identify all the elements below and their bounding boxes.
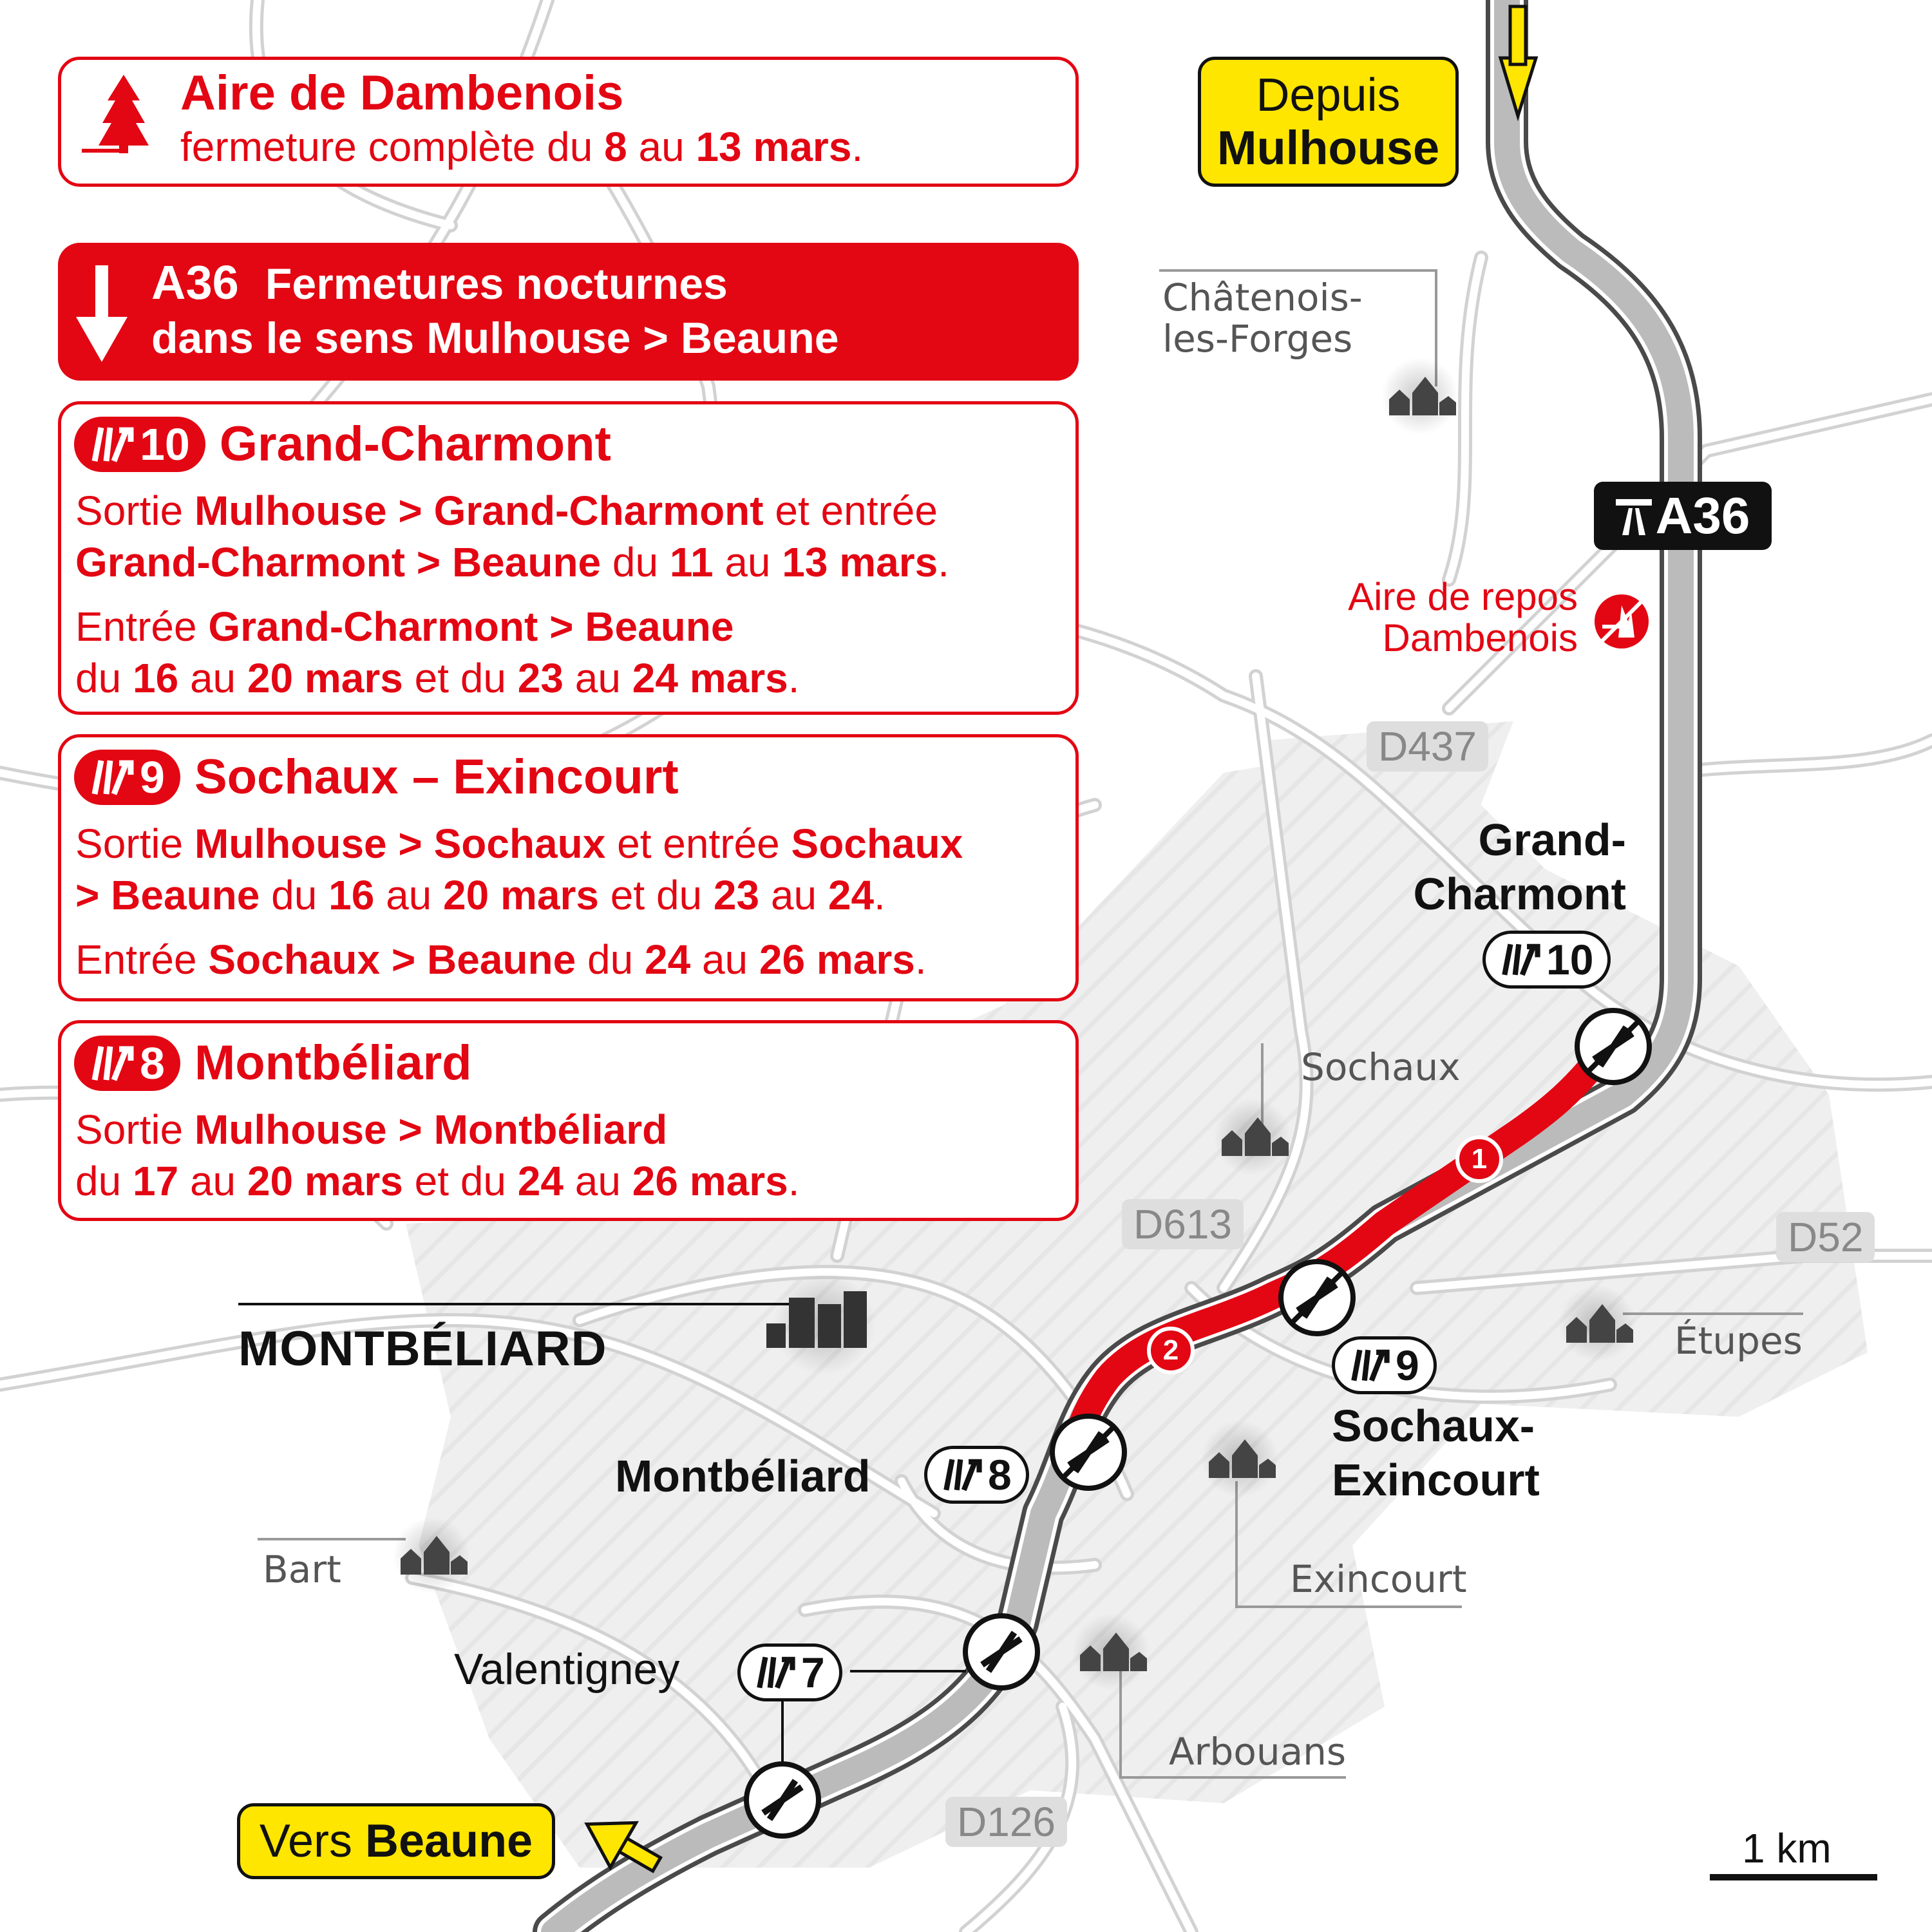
- grand-charmont-label: [1352, 813, 1626, 921]
- text-run: du: [75, 655, 133, 701]
- rest-area-label: [1288, 576, 1578, 659]
- text-run: du: [601, 539, 670, 585]
- from-city: Mulhouse: [1217, 121, 1440, 175]
- exit-icon: [90, 1044, 135, 1083]
- exit-badge-number: 9: [1396, 1341, 1419, 1389]
- aire-to: 13 mars: [696, 124, 852, 170]
- text-bold-run: Sochaux > Beaune: [208, 936, 576, 983]
- road-d126: D126: [945, 1797, 1067, 1847]
- text-run: et du: [402, 655, 518, 701]
- sochaux-exincourt-2: Exincourt: [1332, 1455, 1540, 1505]
- exit-badge-number: 7: [801, 1649, 825, 1696]
- exit-icon: [755, 1654, 796, 1690]
- text-bold-run: 23: [713, 872, 760, 918]
- exit-box-10: [58, 401, 1079, 715]
- text-run: .: [788, 655, 800, 701]
- exit-number: 9: [140, 752, 165, 802]
- exit-badge-9[interactable]: [1332, 1336, 1437, 1394]
- text-bold-run: 26 mars: [632, 1158, 788, 1204]
- text-run: du: [75, 1158, 133, 1204]
- text-bold-run: 23: [517, 655, 564, 701]
- text-run: Entrée: [75, 936, 209, 983]
- aire-notice: [58, 57, 1079, 187]
- aire-from: 8: [604, 124, 627, 170]
- text-bold-run: 20 mars: [247, 655, 403, 701]
- text-run: .: [874, 872, 886, 918]
- exit-p2: [75, 601, 799, 704]
- text-run: au: [374, 872, 444, 918]
- aire-end: .: [851, 124, 864, 170]
- text-bold-run: 20 mars: [247, 1158, 403, 1204]
- exit-title: Montbéliard: [194, 1036, 472, 1090]
- motorway-icon: [1616, 497, 1652, 535]
- place-chatenois-2: les-Forges: [1162, 317, 1353, 361]
- exit-icon: [90, 758, 135, 797]
- exit-badge-10[interactable]: [1482, 931, 1611, 989]
- text-run: et entrée: [605, 820, 791, 867]
- road-d613: D613: [1122, 1199, 1244, 1249]
- text-run: .: [914, 936, 927, 983]
- rest-area-closed-icon: [1595, 594, 1649, 649]
- aire-notice-title: Aire de Dambenois: [180, 66, 624, 120]
- text-run: au: [178, 655, 247, 701]
- grand-charmont-2: Charmont: [1413, 869, 1626, 919]
- text-bold-run: 24 mars: [632, 655, 788, 701]
- exit-title: Grand-Charmont: [219, 417, 611, 471]
- text-run: du: [576, 936, 645, 983]
- exit-pill-8: [74, 1036, 180, 1091]
- text-run: au: [759, 872, 828, 918]
- interchange-10[interactable]: [1577, 1010, 1649, 1083]
- rest-area-label-1: Aire de repos: [1348, 575, 1578, 618]
- text-run: Sortie: [75, 1106, 194, 1153]
- place-chatenois-1: Châtenois-: [1162, 276, 1363, 319]
- scale-label: 1 km: [1742, 1825, 1832, 1871]
- sochaux-exincourt-label: [1332, 1399, 1540, 1507]
- closures-header: [58, 243, 1079, 381]
- exit-title: Sochaux – Exincourt: [194, 750, 679, 804]
- segment-number-1: 1: [1471, 1143, 1488, 1175]
- to-beaune-label: [237, 1803, 555, 1879]
- text-run: Entrée: [75, 603, 209, 650]
- text-bold-run: 16: [328, 872, 375, 918]
- exit-badge-7[interactable]: [737, 1643, 842, 1701]
- aire-mid: au: [638, 124, 685, 170]
- tree-picnic-icon: [82, 71, 166, 155]
- text-bold-run: 24: [828, 872, 875, 918]
- place-exincourt: Exincourt: [1290, 1557, 1467, 1601]
- text-bold-run: 20 mars: [443, 872, 599, 918]
- exit-box-9: [58, 734, 1079, 1001]
- interchange-7[interactable]: [965, 1616, 1037, 1688]
- exit-p1: [75, 485, 949, 588]
- text-run: et entrée: [763, 488, 938, 534]
- valentigney-label: Valentigney: [454, 1645, 680, 1694]
- exit-p2: [75, 934, 927, 985]
- montbeliard-city-label: MONTBÉLIARD: [238, 1321, 607, 1376]
- grand-charmont-1: Grand-: [1478, 815, 1626, 865]
- place-bart: Bart: [263, 1548, 341, 1591]
- from-label: Depuis: [1256, 70, 1401, 121]
- rest-area-label-2: Dambenois: [1382, 616, 1578, 659]
- text-run: .: [938, 539, 950, 585]
- header-road: A36: [151, 256, 239, 309]
- place-sochaux: Sochaux: [1301, 1045, 1461, 1089]
- text-bold-run: 24: [517, 1158, 564, 1204]
- text-run: du: [260, 872, 329, 918]
- text-bold-run: Mulhouse > Sochaux: [194, 820, 606, 867]
- text-bold-run: Grand-Charmont > Beaune: [75, 539, 601, 585]
- exit-badge-8[interactable]: [924, 1446, 1029, 1504]
- text-bold-run: Mulhouse > Grand-Charmont: [194, 488, 764, 534]
- interchange-9[interactable]: [1281, 1262, 1353, 1334]
- text-run: au: [690, 936, 759, 983]
- text-bold-run: Mulhouse > Montbéliard: [194, 1106, 668, 1153]
- exit-badge-number: 10: [1546, 936, 1594, 983]
- to-label: Vers: [259, 1815, 352, 1867]
- text-run: et du: [599, 872, 714, 918]
- place-chatenois: [1162, 277, 1363, 359]
- exit-number: 10: [140, 419, 190, 469]
- text-bold-run: 26 mars: [759, 936, 915, 983]
- arrow-down-icon: [76, 265, 128, 362]
- text-bold-run: 13 mars: [782, 539, 938, 585]
- header-line2: dans le sens Mulhouse > Beaune: [151, 314, 839, 363]
- interchange-6[interactable]: [746, 1764, 819, 1836]
- text-run: au: [563, 1158, 632, 1204]
- text-bold-run: 17: [132, 1158, 179, 1204]
- a36-label: A36: [1655, 487, 1750, 544]
- place-arbouans: Arbouans: [1169, 1730, 1347, 1774]
- text-bold-run: > Beaune: [75, 872, 260, 918]
- exit-p1: [75, 1104, 799, 1207]
- exit-number: 8: [140, 1037, 165, 1088]
- exit-icon: [1500, 942, 1541, 978]
- text-bold-run: Grand-Charmont > Beaune: [208, 603, 734, 650]
- text-run: et du: [402, 1158, 518, 1204]
- road-d52: D52: [1776, 1212, 1875, 1262]
- text-run: au: [713, 539, 782, 585]
- text-bold-run: Sochaux: [791, 820, 963, 867]
- exit-icon: [90, 425, 135, 464]
- exit-badge-number: 8: [988, 1451, 1012, 1499]
- sochaux-exincourt-1: Sochaux-: [1332, 1401, 1535, 1451]
- montbeliard-exit-label: Montbéliard: [615, 1451, 871, 1501]
- place-etupes: Étupes: [1674, 1319, 1803, 1363]
- text-run: au: [563, 655, 632, 701]
- text-run: au: [178, 1158, 247, 1204]
- aire-text-before: fermeture complète du: [180, 124, 593, 170]
- text-bold-run: 24: [644, 936, 691, 983]
- text-bold-run: 16: [132, 655, 179, 701]
- interchange-8[interactable]: [1052, 1416, 1124, 1488]
- text-run: .: [788, 1158, 800, 1204]
- exit-p1: [75, 818, 963, 921]
- a36-shield: [1594, 482, 1772, 550]
- road-d437: D437: [1367, 721, 1488, 772]
- header-line1: Fermetures nocturnes: [265, 260, 728, 308]
- exit-pill-10: [74, 417, 205, 472]
- segment-number-2: 2: [1162, 1334, 1179, 1366]
- exit-icon: [942, 1457, 983, 1493]
- text-bold-run: 11: [669, 539, 714, 585]
- exit-icon: [1349, 1347, 1390, 1383]
- from-mulhouse-label: [1198, 57, 1459, 187]
- text-run: Sortie: [75, 488, 194, 534]
- exit-pill-9: [74, 750, 180, 805]
- exit-box-8: [58, 1020, 1079, 1221]
- aire-notice-text: [180, 123, 863, 171]
- to-city: Beaune: [365, 1815, 533, 1867]
- text-run: Sortie: [75, 820, 194, 867]
